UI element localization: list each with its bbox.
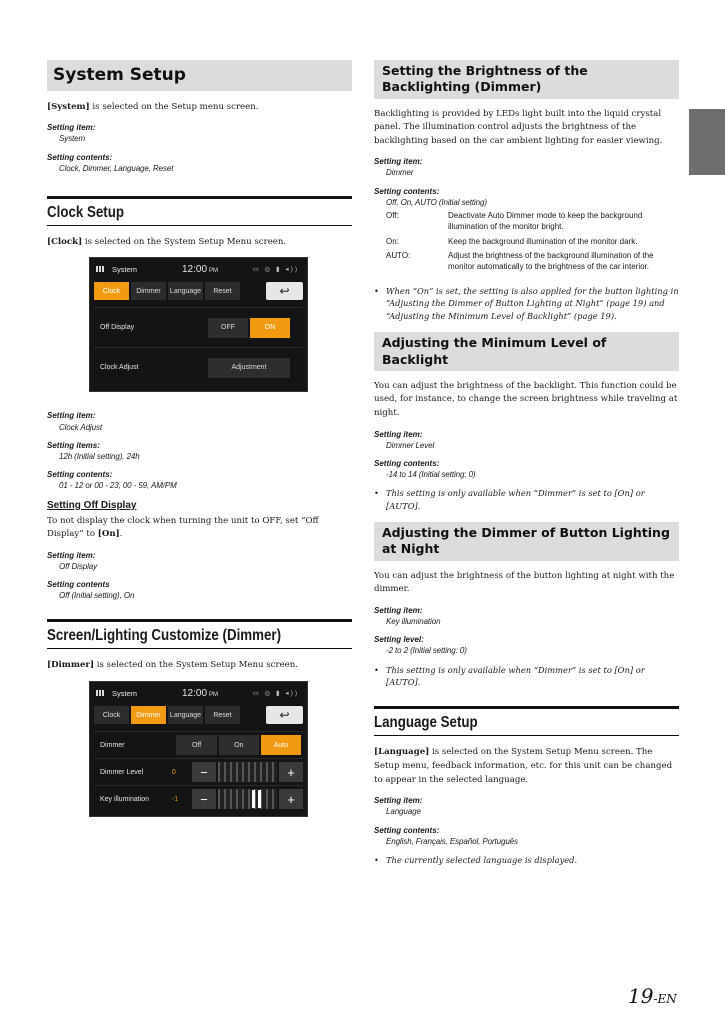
off-display-setting-contents: Setting contents Off (Initial setting), On — [47, 580, 135, 601]
clock-setup-heading: Clock Setup — [47, 196, 352, 226]
back-button[interactable]: ↩ — [266, 282, 303, 300]
dimmer-level-plus-button[interactable]: + — [279, 762, 303, 782]
system-setting-item: Setting item: System — [47, 123, 96, 144]
key-illumination-value: -1 — [171, 795, 179, 803]
setup-tabs — [94, 281, 303, 301]
clock-adjustment-button[interactable]: Adjustment — [208, 358, 290, 378]
menu-grid-icon[interactable] — [96, 266, 104, 272]
backlight-setting-item: Setting item: Dimmer — [374, 157, 423, 178]
status-bar: System 12:00 PM ▭ ◎ ▮ ◂)) — [94, 261, 303, 277]
off-display-row: Off Display OFF ON — [94, 307, 303, 347]
clock-adjust-row: Clock Adjust Adjustment — [94, 347, 303, 387]
section-thumb-tab — [689, 109, 725, 175]
min-backlight-setting-item: Setting item: Dimmer Level — [374, 429, 435, 450]
status-bar: System 12:00 PM ▭ ◎ ▮ ◂)) — [94, 685, 303, 701]
tab-reset[interactable]: Reset — [205, 706, 240, 724]
backlight-definitions: Off: Deactivate Auto Dimmer mode to keep the background illumination of the monitor bright. On: Keep the background illumination of the monitor dark. AUTO: Adjust the brightness of the background illumination of the monitor automatically to the brightness of the car interior. — [386, 210, 654, 272]
status-icons: ▭ ◎ ▮ ◂)) — [252, 690, 299, 698]
tab-clock[interactable]: Clock — [94, 706, 129, 724]
left-column — [47, 60, 352, 827]
backlight-setting-contents: Setting contents: Off, On, AUTO (Initial setting) — [374, 186, 487, 207]
back-button[interactable]: ↩ — [266, 706, 303, 724]
system-setting-contents: Setting contents: Clock, Dimmer, Language, Reset — [47, 152, 174, 173]
language-heading: Language Setup — [374, 706, 679, 736]
dimmer-level-row: Dimmer Level 0 − + — [94, 758, 303, 785]
tab-dimmer[interactable]: Dimmer — [131, 282, 166, 300]
key-illumination-meter — [218, 789, 277, 809]
dimmer-screen — [89, 681, 308, 817]
tab-reset[interactable]: Reset — [205, 282, 240, 300]
clock-setup-intro: [Clock] is selected on the System Setup Menu screen. — [47, 236, 287, 247]
off-display-text: To not display the clock when turning the unit to OFF, set “Off Display” to [On]. — [47, 515, 319, 540]
off-display-off-button[interactable]: OFF — [208, 318, 248, 338]
dimmer-auto-button[interactable]: Auto — [261, 735, 301, 755]
off-display-setting-item: Setting item: Off Display — [47, 550, 98, 571]
key-illumination-minus-button[interactable]: − — [192, 789, 216, 809]
system-setup-title: System Setup — [53, 65, 186, 85]
button-dimmer-setting-level: Setting level: -2 to 2 (Initial setting: 0) — [374, 635, 467, 656]
dimmer-on-button[interactable]: On — [219, 735, 259, 755]
tab-dimmer[interactable]: Dimmer — [131, 706, 166, 724]
menu-grid-icon[interactable] — [96, 690, 104, 696]
button-dimmer-heading: Adjusting the Dimmer of Button Lighting at Night — [374, 522, 679, 561]
language-intro: [Language] is selected on the System Setup Menu screen. The Setup menu, feedback information, etc. for this unit can be changed to appear in the selected language. — [374, 747, 673, 785]
button-dimmer-text: You can adjust the brightness of the button lighting at night with the dimmer. — [374, 570, 675, 595]
backlight-heading: Setting the Brightness of the Backlighting (Dimmer) — [374, 60, 679, 99]
system-setup-intro: [System] is selected on the Setup menu screen. — [47, 101, 259, 112]
min-backlight-heading: Adjusting the Minimum Level of Backlight — [374, 332, 679, 371]
clock-setting-item: Setting item: Clock Adjust — [47, 411, 102, 432]
tab-language[interactable]: Language — [168, 706, 203, 724]
right-column — [374, 60, 679, 876]
off-display-on-button[interactable]: ON — [250, 318, 290, 338]
backlight-text: Backlighting is provided by LEDs light built into the liquid crystal panel. The illumination control adjusts the brightness of the backlighting based on the car ambient lighting for easier viewing. — [374, 108, 663, 146]
key-illumination-row: Key illumination -1 − + — [94, 785, 303, 812]
tab-language[interactable]: Language — [168, 282, 203, 300]
backlight-note: • When “On” is set, the setting is also applied for the button lighting in “Adjusting the Dimmer of Button Lighting at Night” (page 19) and “Adjusting the Minimum Level of Backlight” (page 19). — [374, 285, 679, 322]
clock-setting-contents: Setting contents: 01 - 12 or 00 - 23, 00 - 59, AM/PM — [47, 470, 177, 491]
clock-screen — [89, 257, 308, 392]
min-backlight-note: • This setting is only available when “Dimmer” is set to [On] or [AUTO]. — [374, 487, 679, 512]
language-note: • The currently selected language is displayed. — [374, 854, 679, 866]
dimmer-row: Dimmer Off On Auto — [94, 731, 303, 758]
language-setting-item: Setting item: Language — [374, 796, 423, 817]
key-illumination-plus-button[interactable]: + — [279, 789, 303, 809]
setup-tabs — [94, 705, 303, 725]
status-icons: ▭ ◎ ▮ ◂)) — [252, 266, 299, 274]
dimmer-level-meter — [218, 762, 277, 782]
off-display-heading: Setting Off Display — [47, 499, 137, 511]
dimmer-off-button[interactable]: Off — [176, 735, 216, 755]
page-number: 19-EN — [628, 984, 677, 1008]
dimmer-intro: [Dimmer] is selected on the System Setup Menu screen. — [47, 660, 299, 671]
dimmer-level-value: 0 — [171, 768, 176, 776]
button-dimmer-note: • This setting is only available when “Dimmer” is set to [On] or [AUTO]. — [374, 664, 679, 689]
button-dimmer-setting-item: Setting item: Key illumination — [374, 605, 441, 626]
min-backlight-text: You can adjust the brightness of the backlight. This function could be used, for instance, to change the screen brightness while traveling at night. — [374, 380, 678, 418]
system-setup-title-bar — [47, 60, 352, 91]
language-setting-contents: Setting contents: English, Français, Español, Português — [374, 825, 518, 846]
tab-clock[interactable]: Clock — [94, 282, 129, 300]
dimmer-heading: Screen/Lighting Customize (Dimmer) — [47, 619, 352, 649]
min-backlight-setting-contents: Setting contents: -14 to 14 (Initial setting: 0) — [374, 458, 476, 480]
dimmer-level-minus-button[interactable]: − — [192, 762, 216, 782]
clock-setting-items: Setting items: 12h (Initial setting), 24h — [47, 440, 140, 462]
